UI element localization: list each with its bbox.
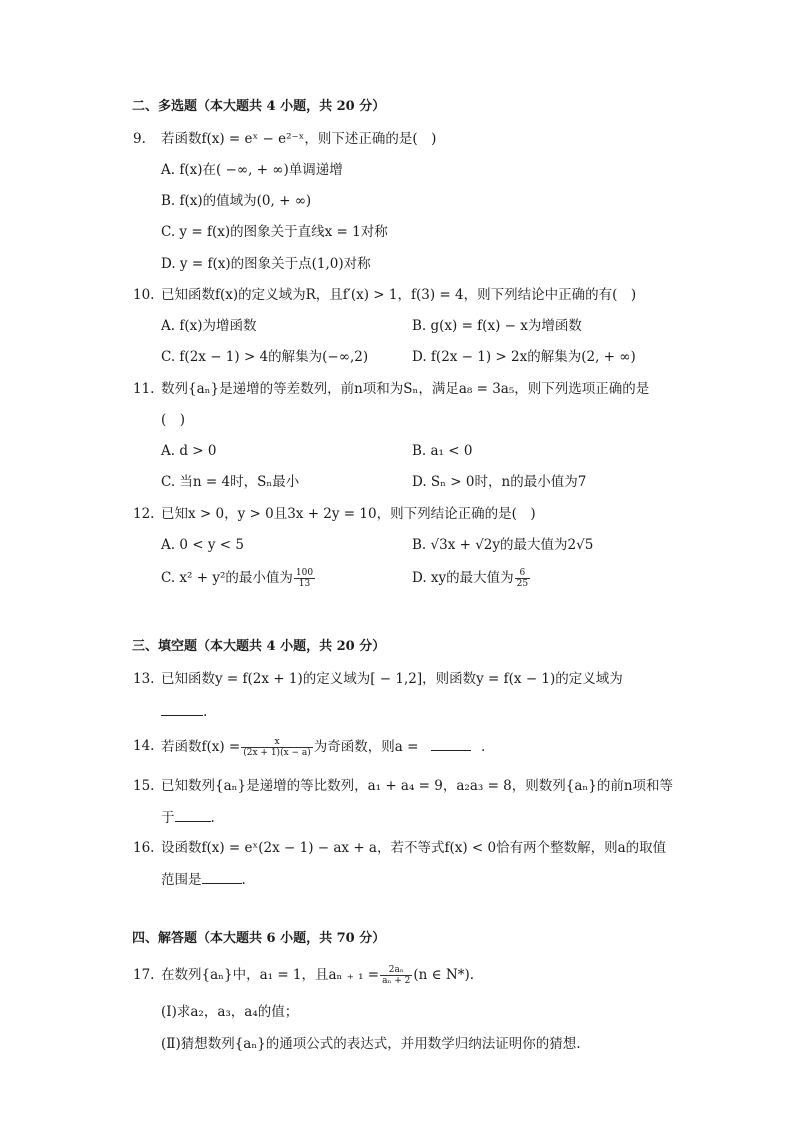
question-15-answer-line — [161, 807, 215, 828]
fraction-numerator: 100 — [295, 568, 314, 578]
question-14-stem-post: 为奇函数，则a = — [313, 739, 419, 755]
fraction-numerator: 2aₙ — [380, 965, 412, 976]
answer-blank[interactable] — [431, 736, 471, 751]
question-12-number: 12. — [133, 506, 155, 522]
question-11-option-b: B. a₁ < 0 — [412, 443, 473, 459]
period: . — [481, 739, 486, 755]
question-10-stem: 已知函数f(x)的定义域为R，且f′(x) > 1，f(3) = 4，则下列结论中正确的有( ) — [161, 287, 637, 303]
fraction-numerator: x — [241, 737, 313, 748]
fraction-denominator: aₙ + 2 — [382, 976, 411, 986]
fraction — [515, 568, 530, 589]
question-11-number: 11. — [133, 381, 155, 397]
question-9-option-c: C. y = f(x)的图象关于直线x = 1对称 — [161, 224, 388, 240]
fraction — [380, 965, 412, 986]
question-14-number: 14. — [133, 738, 155, 754]
question-15-number: 15. — [133, 778, 155, 794]
question-16-stem-continued: 范围是 — [161, 872, 202, 888]
question-16-answer-line — [161, 869, 246, 890]
question-9-option-a: A. f(x)在( −∞, + ∞)单调递增 — [161, 162, 343, 178]
section-heading-fill-in: 三、填空题（本大题共 4 小题，共 20 分） — [132, 639, 386, 654]
question-12-option-a: A. 0 < y < 5 — [161, 537, 244, 553]
question-9-number: 9. — [133, 131, 146, 147]
fraction-denominator: 25 — [516, 579, 529, 589]
fraction-numerator: 6 — [515, 568, 530, 579]
question-16-number: 16. — [133, 840, 155, 856]
question-11-option-a: A. d > 0 — [161, 443, 217, 459]
question-10-number: 10. — [133, 287, 155, 303]
answer-blank[interactable] — [202, 869, 242, 884]
question-12-option-c-text: C. x² + y²的最小值为 — [161, 570, 293, 586]
question-17-stem-pre: 在数列{aₙ}中，a₁ = 1，且aₙ ₊ ₁ = — [161, 967, 380, 983]
question-9-option-b: B. f(x)的值域为(0, + ∞) — [161, 193, 312, 209]
question-12-option-d-text: D. xy的最大值为 — [412, 570, 514, 586]
question-15-stem-continued: 于 — [161, 810, 175, 826]
question-11-option-d: D. Sₙ > 0时，n的最小值为7 — [412, 474, 587, 490]
question-13-number: 13. — [133, 671, 155, 687]
answer-blank[interactable] — [161, 701, 203, 716]
question-10-option-b: B. g(x) = f(x) − x为增函数 — [412, 318, 582, 334]
question-10-option-d: D. f(2x − 1) > 2x的解集为(2, + ∞) — [412, 349, 636, 365]
period: . — [210, 810, 215, 826]
question-12-option-b: B. √3x + √2y的最大值为2√5 — [412, 537, 594, 553]
period: . — [241, 872, 246, 888]
fraction — [241, 737, 313, 758]
question-17-part-1: (Ⅰ)求a₂，a₃，a₄的值； — [161, 1004, 299, 1020]
question-17-stem-post: (n ∈ N*). — [413, 967, 475, 983]
answer-blank[interactable] — [175, 807, 211, 822]
question-15-stem: 已知数列{aₙ}是递增的等比数列，a₁ + a₄ = 9，a₂a₃ = 8，则数列{aₙ}的前n项和等 — [161, 778, 674, 794]
fraction-denominator: (2x + 1)(x − a) — [243, 748, 311, 758]
question-9-option-d: D. y = f(x)的图象关于点(1,0)对称 — [161, 256, 371, 272]
section-heading-multiple-choice: 二、多选题（本大题共 4 小题，共 20 分） — [132, 99, 386, 114]
question-11-stem: 数列{aₙ}是递增的等差数列，前n项和为Sₙ，满足a₈ = 3a₅，则下列选项正确的是 — [161, 381, 650, 397]
question-12-option-c — [161, 568, 316, 589]
question-13-answer-line — [161, 701, 207, 722]
question-11-stem-continued: ( ) — [161, 412, 186, 428]
question-13-stem: 已知函数y = f(2x + 1)的定义域为[ − 1,2]，则函数y = f(x − 1)的定义域为 — [161, 671, 623, 687]
question-17-part-2: (Ⅱ)猜想数列{aₙ}的通项公式的表达式，并用数学归纳法证明你的猜想. — [161, 1036, 581, 1052]
question-12-stem: 已知x > 0，y > 0且3x + 2y = 10，则下列结论正确的是( ) — [161, 506, 536, 522]
question-9-stem: 若函数f(x) = eˣ − e²⁻ˣ，则下述正确的是( ) — [161, 131, 437, 147]
question-16-stem: 设函数f(x) = eˣ(2x − 1) − ax + a，若不等式f(x) < 0恰有两个整数解，则a的取值 — [161, 840, 667, 856]
question-12-option-d — [412, 568, 531, 589]
question-14-stem — [161, 736, 485, 758]
fraction — [294, 568, 315, 589]
question-10-option-c: C. f(2x − 1) > 4的解集为(−∞,2) — [161, 349, 369, 365]
question-17-number: 17. — [133, 967, 155, 983]
question-17-stem — [161, 965, 474, 986]
question-14-stem-pre: 若函数f(x) = — [161, 739, 241, 755]
period: . — [203, 704, 208, 720]
question-11-option-c: C. 当n = 4时，Sₙ最小 — [161, 474, 300, 490]
question-10-option-a: A. f(x)为增函数 — [161, 318, 257, 334]
fraction-denominator: 13 — [298, 579, 311, 589]
section-heading-solution: 四、解答题（本大题共 6 小题，共 70 分） — [132, 931, 386, 946]
